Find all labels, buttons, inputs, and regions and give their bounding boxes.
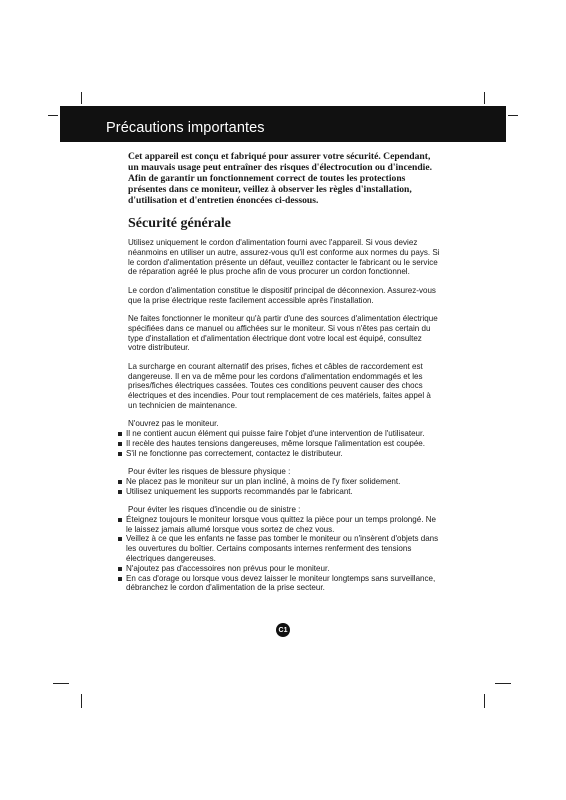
list-intro: N'ouvrez pas le moniteur.	[128, 419, 219, 429]
list-item	[118, 534, 440, 563]
section-title: Sécurité générale	[128, 216, 232, 231]
intro-text: Cet appareil est conçu et fabriqué pour assurer votre sécurité. Cependant, un mauvais usage peut entraîner des risques d'électrocution ou d'incendie. Afin de garantir un fonctionnement correct de toutes les protections présentes dans ce moniteur, veillez à observer les règles d'installation, d'utilisation et d'entretien énoncées ci-dessous.	[128, 151, 433, 206]
list-item	[118, 429, 440, 439]
paragraph: Ne faites fonctionner le moniteur qu'à partir d'une des sources d'alimentation électrique spécifiées dans ce manuel ou affichées sur le moniteur. Si vous n'êtes pas certain du type d'installation et d'alimentation électrique dont votre local est équipé, consultez votre distributeur.	[128, 313, 438, 353]
crop-mark	[495, 683, 511, 684]
bullet-list	[128, 477, 440, 497]
list-item	[118, 477, 440, 487]
list-item	[118, 564, 440, 574]
list-item-text: Il recèle des hautes tensions dangereuses, même lorsque l'alimentation est coupée.	[126, 438, 426, 448]
bullet-list	[128, 429, 440, 458]
bullet-icon	[118, 490, 122, 494]
list-item	[118, 449, 440, 459]
list-item-text: N'ajoutez pas d'accessoires non prévus pour le moniteur.	[126, 563, 330, 573]
bullet-icon	[118, 432, 122, 436]
paragraph: La surcharge en courant alternatif des prises, fiches et câbles de raccordement est dangereuse. Il en va de même pour les cordons d'alimentation endommagés et les prises/fiches électriques cassées. Toutes ces conditions peuvent causer des chocs électriques et des incendies. Pour tout remplacement de ces matériels, faites appel à un technicien de maintenance.	[128, 361, 431, 410]
list-item-text: Éteignez toujours le moniteur lorsque vous quittez la pièce pour un temps prolongé. Ne le laissez jamais allumé lorsque vous sortez de chez vous.	[126, 514, 436, 534]
list-intro: Pour éviter les risques de blessure physique :	[128, 467, 291, 477]
bullet-icon	[118, 577, 122, 581]
crop-mark	[81, 92, 82, 104]
list-item	[118, 515, 440, 535]
crop-mark	[48, 115, 58, 116]
bullet-icon	[118, 567, 122, 571]
list-item	[118, 439, 440, 449]
bullet-list	[128, 515, 440, 593]
crop-mark	[484, 694, 485, 708]
bullet-icon	[118, 442, 122, 446]
bullet-icon	[118, 518, 122, 522]
content	[128, 151, 440, 602]
list-item	[118, 574, 440, 594]
list-item-text: En cas d'orage ou lorsque vous devez laisser le moniteur longtemps sans surveillance, débranchez le cordon d'alimentation de la prise secteur.	[126, 573, 436, 593]
page-number-badge: C1	[276, 623, 290, 637]
paragraph: Utilisez uniquement le cordon d'alimentation fourni avec l'appareil. Si vous deviez néanmoins en utiliser un autre, assurez-vous qu'il est conforme aux normes du pays. Si le cordon d'alimentation présente un défaut, veuillez contacter le fabricant ou le service de réparation agréé le plus proche afin de vous procurer un cordon fonctionnel.	[128, 238, 440, 277]
list-item	[118, 487, 440, 497]
bullet-icon	[118, 537, 122, 541]
page-title: Précautions importantes	[106, 120, 265, 136]
list-item-text: Utilisez uniquement les supports recommandés par le fabricant.	[126, 486, 353, 496]
list-item-text: Veillez à ce que les enfants ne fasse pas tomber le moniteur ou n'insèrent d'objets dans les ouvertures du boîtier. Certains composants internes renferment des tensions électriques dangereuses.	[126, 534, 439, 564]
header-bar	[60, 106, 506, 142]
bullet-icon	[118, 480, 122, 484]
bullet-icon	[118, 452, 122, 456]
list-item-text: Il ne contient aucun élément qui puisse faire l'objet d'une intervention de l'utilisateur.	[126, 429, 425, 439]
list-intro: Pour éviter les risques d'incendie ou de sinistre :	[128, 505, 301, 515]
list-item-text: S'il ne fonctionne pas correctement, contactez le distributeur.	[126, 448, 343, 458]
list-item-text: Ne placez pas le moniteur sur un plan incliné, à moins de l'y fixer solidement.	[126, 476, 401, 486]
crop-mark	[484, 92, 485, 104]
crop-mark	[508, 115, 518, 116]
crop-mark	[81, 694, 82, 708]
crop-mark	[53, 683, 69, 684]
paragraph: Le cordon d'alimentation constitue le dispositif principal de déconnexion. Assurez-vous que la prise électrique reste facilement accessible après l'installation.	[128, 285, 436, 305]
